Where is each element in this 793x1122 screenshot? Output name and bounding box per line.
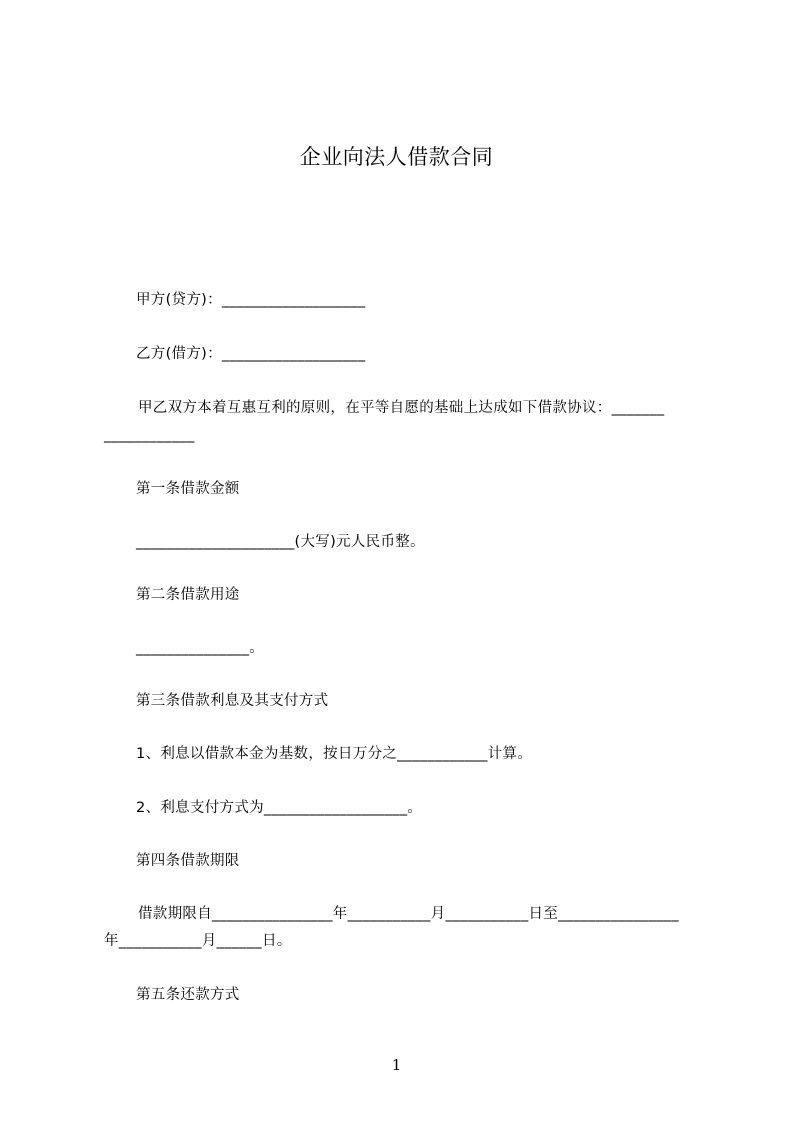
document-title: 企业向法人借款合同 [299,145,494,169]
intro-paragraph-line-1: 甲乙双方本着互惠互利的原则，在平等自愿的基础上达成如下借款协议：_______ [138,400,665,416]
article-3-item-1: 1、利息以借款本金为基数，按日万分之____________计算。 [136,746,533,762]
party-b-line: 乙方(借方)：___________________ [136,346,366,362]
article-5-heading: 第五条还款方式 [136,987,240,1003]
article-3-heading: 第三条借款利息及其支付方式 [136,693,329,709]
party-a-line: 甲方(贷方)：___________________ [136,292,366,308]
intro-paragraph-line-2: ____________ [104,427,195,443]
article-2-body: _______________。 [136,640,265,656]
article-2-heading: 第二条借款用途 [136,587,240,603]
article-4-line-2: 年___________月______日。 [104,933,292,949]
article-4-heading: 第四条借款期限 [136,853,240,869]
article-1-body: _____________________(大写)元人民币整。 [136,534,425,550]
article-1-heading: 第一条借款金额 [136,481,240,497]
page-number: 1 [391,1056,402,1074]
article-4-line-1: 借款期限自________________年___________月___________日至________________ [138,906,679,922]
article-3-item-2: 2、利息支付方式为___________________。 [136,800,423,816]
